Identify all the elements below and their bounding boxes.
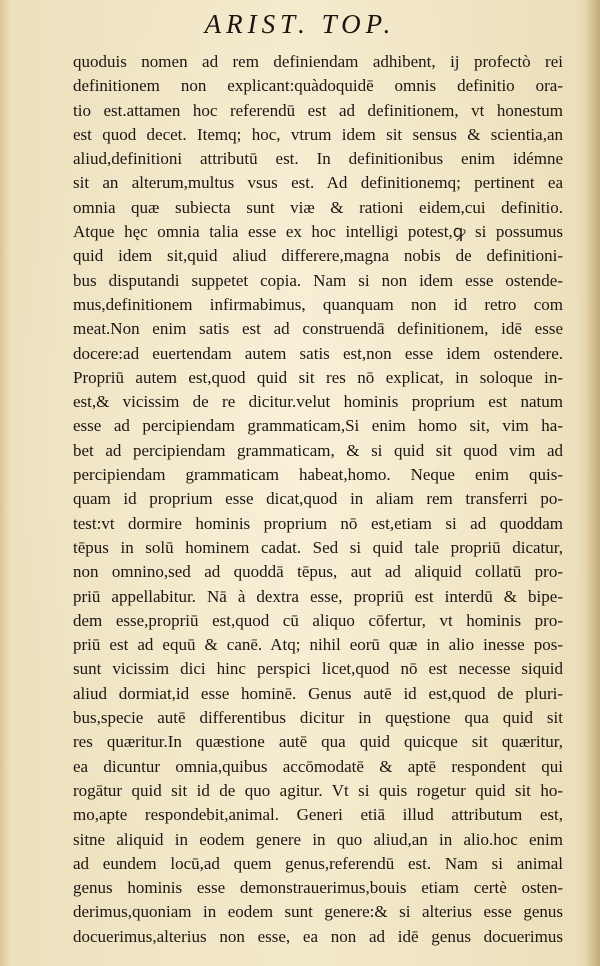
text-line: sitne aliquid in eodem genere in quo aliud,an in alio.hoc enim: [73, 829, 563, 849]
text-line: ea dicuntur omnia,quibus accōmodatē & aptē respondent qui: [73, 756, 563, 776]
text-line: percipiendam grammaticam habeat,homo. Neque enim quis-: [73, 465, 563, 485]
text-line: docere:ad euertendam autem satis est,non esse idem ostendere.: [73, 343, 563, 363]
text-line: omnia quæ subiecta sunt viæ & rationi eidem,cui definitio.: [73, 197, 563, 217]
text-line: tēpus in solū hominem cadat. Sed si quid tale propriū dicatur,: [73, 537, 563, 557]
text-line: est quod decet. Itemq; hoc, vtrum idem sit sensus & scientia,an: [73, 124, 563, 144]
text-line: non omnino,sed ad quoddā tēpus, aut ad aliquid collatū pro-: [73, 562, 563, 582]
text-line: esse ad percipiendam grammaticam,Si enim homo sit, vim ha-: [73, 416, 563, 436]
text-line: docuerimus,alterius non esse, ea non ad idē genus docuerimus: [73, 926, 563, 946]
text-line: sunt vicissim dici hinc perspici licet,quod nō est necesse siquid: [73, 659, 563, 679]
text-line: ad eundem locū,ad quem genus,referendū est. Nam si animal: [73, 853, 563, 873]
page-edge-shadow: [586, 0, 600, 966]
text-line: dem esse,propriū est,quod cū aliquo cōfertur, vt hominis pro-: [73, 610, 563, 630]
text-line: quid idem sit,quid aliud differere,magna nobis de definitioni-: [73, 246, 563, 266]
text-line: mus,definitionem infirmabimus, quanquam non id retro com: [73, 294, 563, 314]
text-line: derimus,quoniam in eodem sunt genere:& si alterius esse genus: [73, 902, 563, 922]
text-line: test:vt dormire hominis proprium nō est,etiam si ad quoddam: [73, 513, 563, 533]
text-line: definitionem non explicant:quàdoquidē omnis definitio ora-: [73, 76, 563, 96]
text-line: aliud dormiat,id esse hominē. Genus autē id est,quod de pluri-: [73, 683, 563, 703]
text-line: bus disputandi suppetet copia. Nam si non idem esse ostende-: [73, 270, 563, 290]
text-line: mo,apte respondebit,animal. Generi etiā illud attributum est,: [73, 805, 563, 825]
text-line: bus,specie autē differentibus dicitur in quęstione qua quid sit: [73, 708, 563, 728]
text-line: genus hominis esse demonstrauerimus,bouis etiam certè osten-: [73, 878, 563, 898]
text-line: meat.Non enim satis est ad construendā definitionem, idē esse: [73, 319, 563, 339]
text-line: quoduis nomen ad rem definiendam adhibent, ij profectò rei: [73, 52, 563, 71]
text-line: Atque hęc omnia talia esse ex hoc intelligi potest,ꝙ si possumus: [73, 222, 563, 242]
text-line: Propriū autem est,quod quid sit res nō explicat, in soloque in-: [73, 367, 563, 387]
text-line: quam id proprium esse dicat,quod in aliam rem transferri po-: [73, 489, 563, 509]
text-line: tio est.attamen hoc referendū est ad definitionem, vt honestum: [73, 100, 563, 120]
text-line: aliud,definitioni attributū est. In definitionibus enim idémne: [73, 149, 563, 169]
text-line: priū est ad equū & canē. Atq; nihil eorū quæ in alio inesse pos-: [73, 635, 563, 655]
text-line: priū appellabitur. Nā à dextra esse, propriū est interdū & bipe-: [73, 586, 563, 606]
text-line: est,& vicissim de re dicitur.velut hominis proprium est natum: [73, 392, 563, 412]
text-line: res quæritur.In quæstione autē qua quid quicque sit quæritur,: [73, 732, 563, 752]
body-text: [73, 50, 563, 949]
text-line: sit an alterum,multus vsus est. Ad definitionemq; pertinent ea: [73, 173, 563, 193]
running-head: ARIST. TOP.: [204, 9, 396, 39]
text-line: rogātur quid sit id de quo agitur. Vt si quis rogetur quid sit ho-: [73, 780, 563, 800]
text-line: bet ad percipiendam grammaticam, & si quid sit quod vim ad: [73, 440, 563, 460]
